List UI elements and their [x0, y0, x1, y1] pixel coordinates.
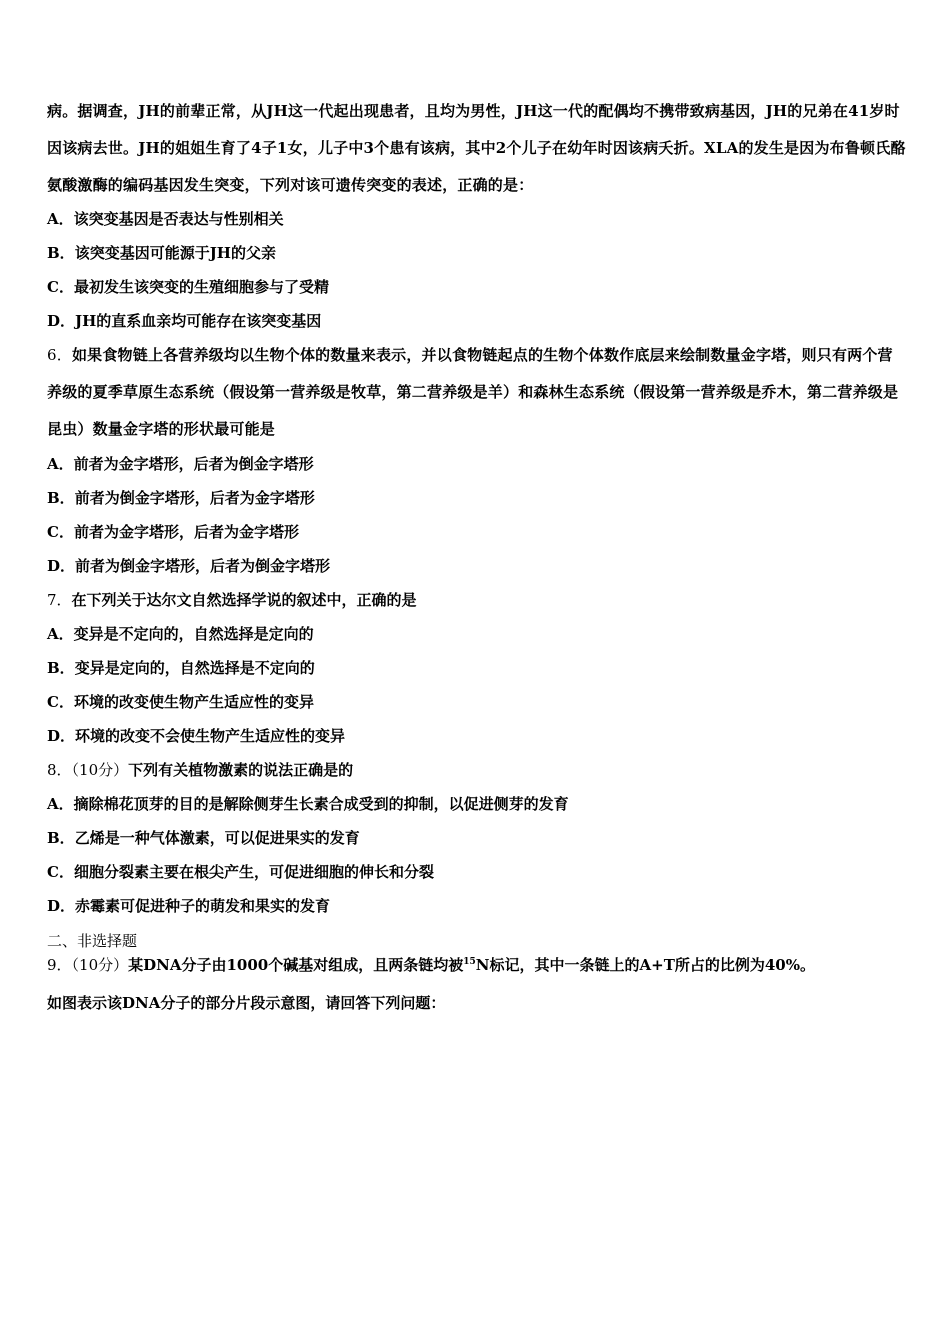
q7-option-b: B．变异是定向的，自然选择是不定向的 [47, 659, 315, 677]
q9-number: 9． [47, 956, 72, 974]
q7-option-d: D．环境的改变不会使生物产生适应性的变异 [47, 727, 346, 745]
q9-stem: 9．（10分）某DNA分子由1000个碱基对组成，且两条链均被$^{15}$N标记，其中一条链上的A+T所占的比例为40%。 [47, 956, 815, 974]
q5-option-c: C．最初发生该突变的生殖细胞参与了受精 [47, 278, 329, 296]
q7-number: 7． [47, 591, 72, 609]
q5-option-d: D．JH的直系血亲均可能存在该突变基因 [47, 312, 322, 330]
q7-option-a: A．变异是不定向的，自然选择是定向的 [47, 625, 314, 643]
q6-option-a: A．前者为金字塔形，后者为倒金字塔形 [47, 455, 314, 473]
q8-stem: 8．（10分）下列有关植物激素的说法正确是的 [47, 761, 354, 779]
q8-option-c: C．细胞分裂素主要在根尖产生，可促进细胞的伸长和分裂 [47, 863, 434, 881]
q7-option-c: C．环境的改变使生物产生适应性的变异 [47, 693, 314, 711]
q8-option-b: B．乙烯是一种气体激素，可以促进果实的发育 [47, 829, 360, 847]
section-heading: 二、非选择题 [47, 932, 138, 950]
q9-score: （10分） [71, 956, 129, 974]
q9-stem-line2: 如图表示该DNA分子的部分片段示意图，请回答下列问题： [47, 994, 446, 1012]
q6-stem: 6．如果食物链上各营养级均以生物个体的数量来表示，并以食物链起点的生物个体数作底层来绘制数量金字塔，则只有两个营养级的夏季草原生态系统（假设第一营养级是牧草，第二营养级是羊）和森林生态系统（假设第一营养级是乔木，第二营养级是昆虫）数量金字塔的形状最可能是 [47, 346, 899, 438]
q8-score: （10分） [71, 761, 129, 779]
isotope-superscript: 15 [463, 957, 476, 967]
q6-option-b: B．前者为倒金字塔形，后者为金字塔形 [47, 489, 315, 507]
q8-number: 8． [47, 761, 72, 779]
q7-stem: 7．在下列关于达尔文自然选择学说的叙述中，正确的是 [47, 591, 417, 609]
q8-option-a: A．摘除棉花顶芽的目的是解除侧芽生长素合成受到的抑制，以促进侧芽的发育 [47, 795, 569, 813]
q6-option-c: C．前者为金字塔形，后者为金字塔形 [47, 523, 299, 541]
q6-option-d: D．前者为倒金字塔形，后者为倒金字塔形 [47, 557, 331, 575]
q5-option-b: B．该突变基因可能源于JH的父亲 [47, 244, 276, 262]
q6-number: 6． [47, 346, 72, 364]
q8-option-d: D．赤霉素可促进种子的萌发和果实的发育 [47, 897, 331, 915]
q5-option-a: A．该突变基因是否表达与性别相关 [47, 210, 284, 228]
q5-stem: 病。据调查，JH的前辈正常，从JH这一代起出现患者，且均为男性，JH这一代的配偶均不携带致病基因，JH的兄弟在41岁时因该病去世。JH的姐姐生育了4子1女，儿子中3个患有该病，其中2个儿子在幼年时因该病夭折。XLA的发生是因为布鲁顿氏酪氨酸激酶的编码基因发生突变，下列对该可遗传突变的表述，正确的是： [47, 102, 906, 194]
